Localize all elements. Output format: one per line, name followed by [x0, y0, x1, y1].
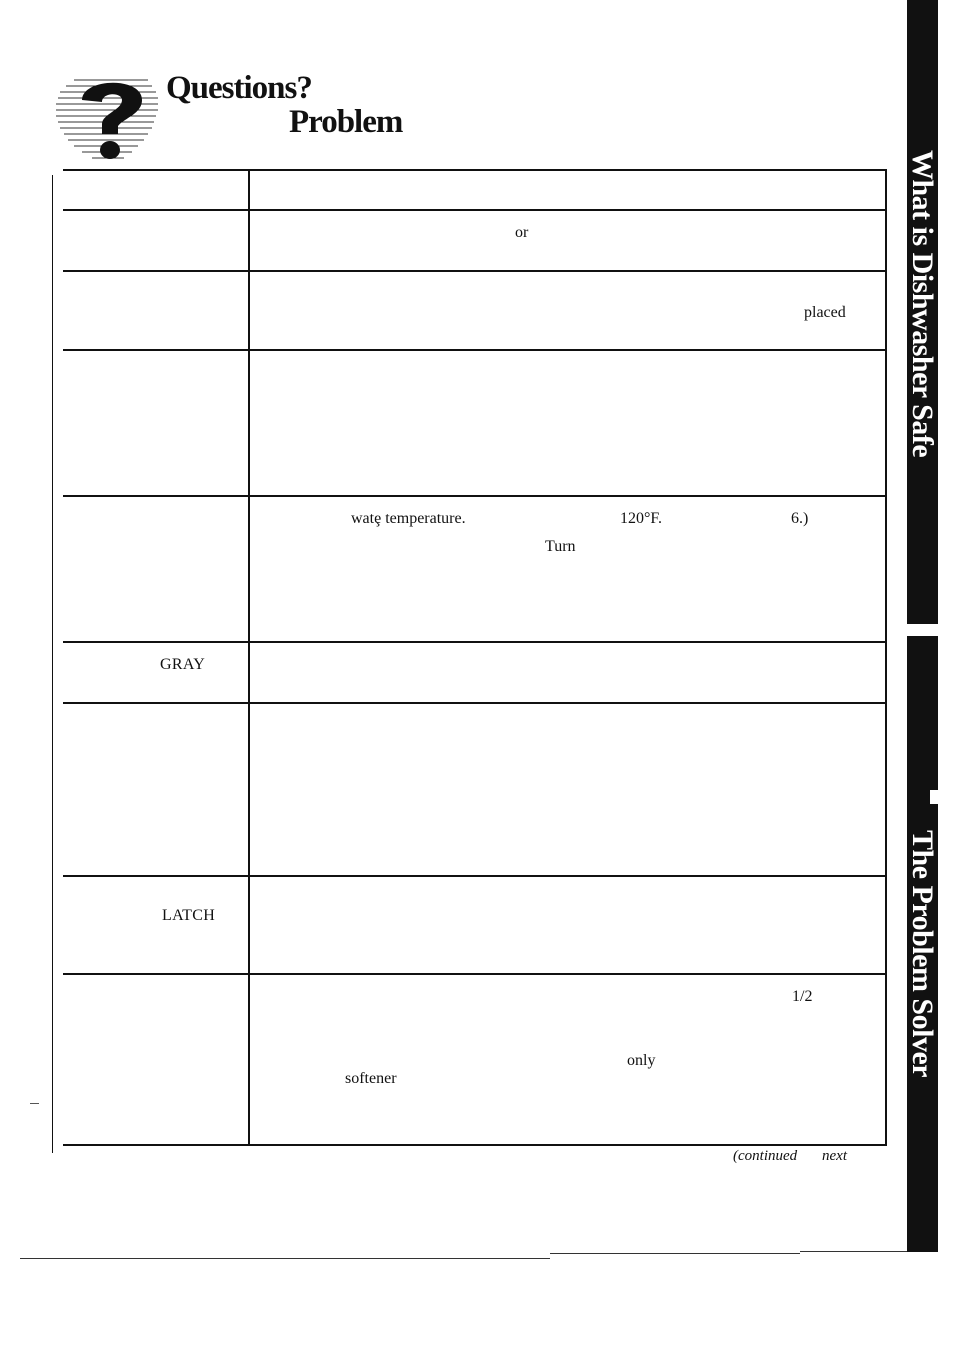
margin-mark	[30, 1103, 39, 1104]
cell-fragment-gray: GRAY	[160, 656, 206, 673]
side-tab-what-is-dishwasher-safe[interactable]: What is Dishwasher Safe	[906, 150, 939, 458]
cell-fragment-half: 1/2	[792, 988, 813, 1005]
table-column-divider	[248, 169, 250, 1146]
question-mark-icon	[52, 70, 162, 165]
cell-fragment-placed: placed	[804, 304, 846, 321]
table-row-rule	[63, 641, 886, 643]
table-row-rule	[63, 270, 886, 272]
cell-fragment-water-temperature: watȩ temperature.	[351, 510, 466, 527]
table-row-rule	[63, 209, 886, 211]
footer-continued: (continued	[733, 1148, 798, 1164]
footer-next: next	[822, 1148, 847, 1164]
cell-fragment-latch: LATCH	[162, 907, 216, 924]
page-title-problem: Problem	[289, 104, 403, 140]
bottom-rule	[20, 1258, 550, 1259]
table-left-margin-rule	[52, 175, 53, 1153]
cell-fragment-turn: Turn	[545, 538, 576, 555]
bottom-rule	[550, 1253, 800, 1254]
side-tab-separator	[907, 624, 938, 636]
cell-fragment-page: 6.)	[791, 510, 809, 527]
cell-fragment-temp: 120°F.	[620, 510, 663, 527]
page-title-questions: Questions?	[166, 70, 312, 106]
cell-fragment-or: or	[515, 224, 529, 241]
table-bottom-rule	[63, 1144, 886, 1146]
cell-fragment-only: only	[627, 1052, 656, 1069]
table-row-rule	[63, 349, 886, 351]
table-row-rule	[63, 495, 886, 497]
table-row-rule	[63, 973, 886, 975]
table-row-rule	[63, 702, 886, 704]
side-tab-separator	[930, 790, 938, 804]
table-right-rule	[885, 169, 887, 1146]
bottom-rule	[800, 1251, 907, 1252]
table-row-rule	[63, 875, 886, 877]
table-top-rule	[63, 169, 886, 171]
cell-fragment-softener: softener	[345, 1070, 397, 1087]
side-tab-problem-solver[interactable]: The Problem Solver	[906, 830, 939, 1078]
